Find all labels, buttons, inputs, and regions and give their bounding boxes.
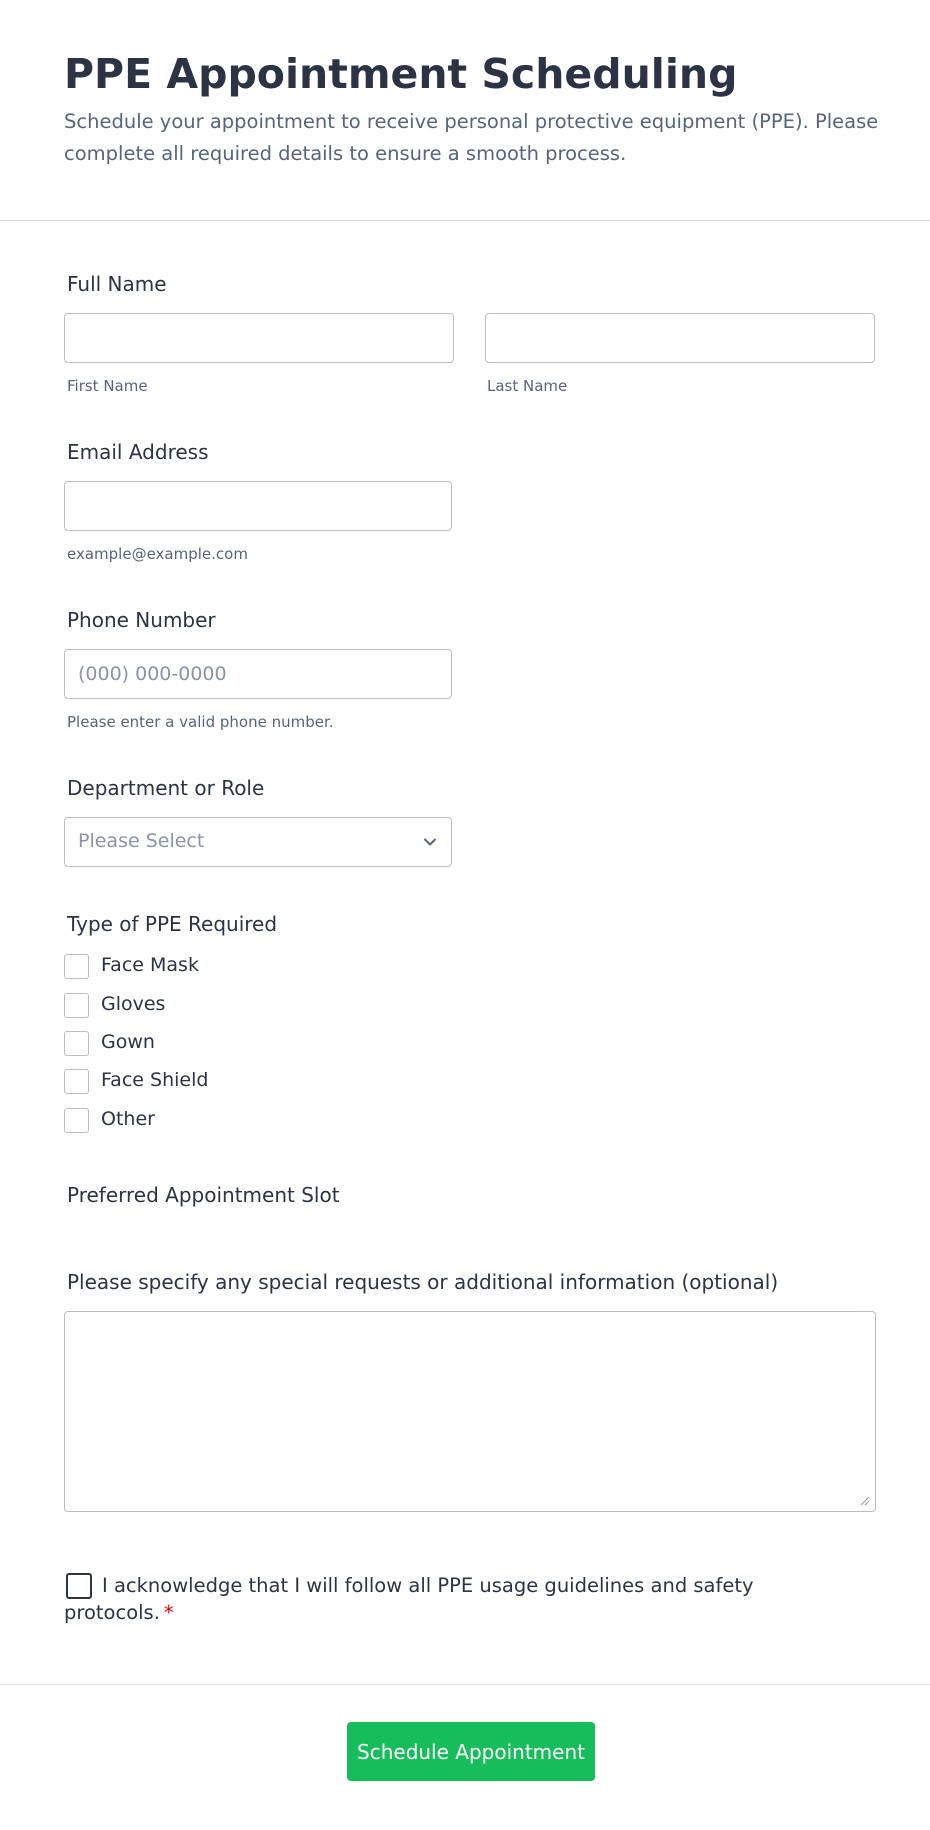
department-label: Department or Role	[67, 776, 265, 800]
other-label: Other	[101, 1108, 155, 1130]
gloves-checkbox[interactable]	[64, 993, 89, 1018]
face-shield-label: Face Shield	[101, 1069, 209, 1091]
email-input[interactable]	[64, 481, 452, 531]
first-name-sublabel: First Name	[67, 377, 148, 395]
gloves-label: Gloves	[101, 993, 166, 1015]
department-selected-value: Please Select	[78, 830, 205, 852]
face-mask-checkbox[interactable]	[64, 954, 89, 979]
last-name-sublabel: Last Name	[487, 377, 568, 395]
acknowledge-text	[64, 1572, 764, 1626]
face-mask-label: Face Mask	[101, 954, 199, 976]
ppe-type-label: Type of PPE Required	[67, 912, 278, 936]
resize-grip-icon[interactable]	[858, 1494, 870, 1506]
form-header	[0, 0, 930, 221]
required-marker: *	[163, 1601, 174, 1624]
chevron-down-icon	[419, 831, 441, 853]
special-requests-textarea[interactable]	[64, 1311, 876, 1512]
email-sublabel: example@example.com	[67, 545, 248, 563]
email-label: Email Address	[67, 440, 209, 464]
gown-checkbox[interactable]	[64, 1031, 89, 1056]
form-title: PPE Appointment Scheduling	[64, 50, 738, 98]
other-checkbox[interactable]	[64, 1108, 89, 1133]
department-select[interactable]	[64, 817, 452, 867]
full-name-label: Full Name	[67, 272, 167, 296]
first-name-input[interactable]	[64, 313, 454, 363]
face-shield-checkbox[interactable]	[64, 1069, 89, 1094]
phone-label: Phone Number	[67, 608, 216, 632]
special-requests-label: Please specify any special requests or additional information (optional)	[67, 1270, 779, 1294]
schedule-appointment-button[interactable]: Schedule Appointment	[347, 1722, 595, 1781]
phone-input[interactable]	[64, 649, 452, 699]
gown-label: Gown	[101, 1031, 155, 1053]
phone-sublabel: Please enter a valid phone number.	[67, 713, 334, 731]
last-name-input[interactable]	[485, 313, 875, 363]
acknowledge-label: I acknowledge that I will follow all PPE usage guidelines and safety protocols.	[64, 1574, 754, 1624]
form-subtitle: Schedule your appointment to receive personal protective equipment (PPE). Please complete all required details to ensure a smooth process.	[64, 110, 879, 165]
appointment-slot-label: Preferred Appointment Slot	[67, 1183, 340, 1207]
